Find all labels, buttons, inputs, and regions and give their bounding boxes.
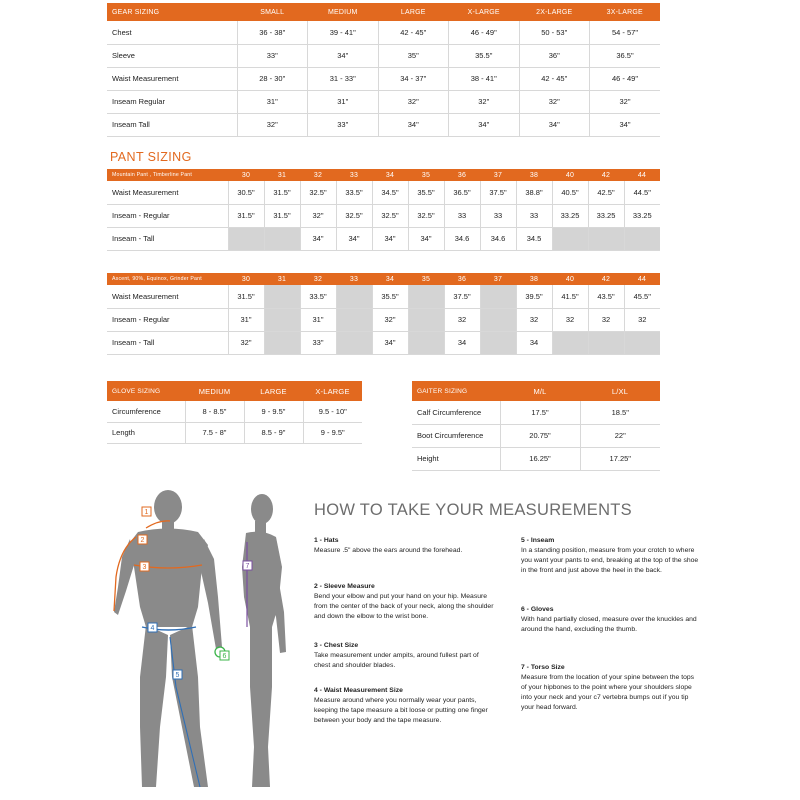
table-cell: 28 - 30": [237, 67, 308, 90]
gear-column-header: X-LARGE: [449, 3, 520, 21]
glove-header-row: [107, 381, 362, 401]
row-label: Height: [412, 447, 500, 470]
table-row: [107, 204, 660, 227]
table-cell: 33": [300, 331, 336, 354]
table-cell: 40.5": [552, 181, 588, 204]
gear-column-header: 2X-LARGE: [519, 3, 590, 21]
marker-4: [148, 623, 157, 632]
gear-column-header: 3X-LARGE: [590, 3, 661, 21]
pant-sizing-table-ascent: [107, 273, 660, 355]
table-cell: 50 - 53": [519, 21, 590, 44]
table-cell: 42 - 45": [519, 67, 590, 90]
instruction-waist: [314, 686, 494, 726]
table-cell: 34": [408, 227, 444, 250]
table-row: [412, 401, 660, 424]
table-row: [107, 401, 362, 422]
instruction-body: In a standing position, measure from your crotch to where you want your pants to end, breaking at the top of the shoe in the front and just above the heel in the back.: [521, 547, 699, 574]
table-cell: 31 - 33": [308, 67, 379, 90]
table-cell: [336, 331, 372, 354]
table-cell: [624, 227, 660, 250]
pant-column-header: 42: [588, 273, 624, 285]
table-cell: [264, 285, 300, 308]
row-label: Length: [107, 422, 185, 443]
instruction-inseam: [521, 536, 701, 576]
table-cell: 34.5": [372, 181, 408, 204]
front-figure-head: [154, 490, 182, 524]
table-cell: 33.5": [336, 181, 372, 204]
table-cell: 32": [300, 204, 336, 227]
marker-1: [142, 507, 151, 516]
instruction-heading: 4 - Waist Measurement Size: [314, 687, 403, 694]
table-cell: 35.5": [372, 285, 408, 308]
table-cell: 38.8": [516, 181, 552, 204]
row-label: Waist Measurement: [107, 181, 228, 204]
table-cell: 46 - 49": [590, 67, 661, 90]
gear-column-header: LARGE: [378, 3, 449, 21]
table-cell: 46 - 49": [449, 21, 520, 44]
table-cell: 32": [237, 113, 308, 136]
table-cell: 41.5": [552, 285, 588, 308]
table-cell: 32: [552, 308, 588, 331]
front-figure-right-arm: [200, 539, 222, 649]
table-cell: 35": [378, 44, 449, 67]
gaiter-sizing-table: [412, 381, 660, 471]
table-cell: 31.5": [228, 285, 264, 308]
table-cell: [264, 308, 300, 331]
table-cell: 44.5": [624, 181, 660, 204]
table-cell: 31": [228, 308, 264, 331]
instruction-heading: 6 - Gloves: [521, 606, 554, 613]
instruction-heading: 1 - Hats: [314, 537, 339, 544]
marker-6-label: 6: [222, 653, 227, 660]
gear-column-header: MEDIUM: [308, 3, 379, 21]
table-cell: 31": [237, 90, 308, 113]
table-cell: 34.6: [444, 227, 480, 250]
gaiter-table-label: GAITER SIZING: [412, 381, 500, 401]
table-cell: 32: [444, 308, 480, 331]
instruction-heading: 3 - Chest Size: [314, 642, 359, 649]
table-row: [107, 331, 660, 354]
table-cell: 36": [519, 44, 590, 67]
table-cell: 31": [308, 90, 379, 113]
instruction-torso: [521, 663, 701, 713]
table-cell: 33: [480, 204, 516, 227]
table-cell: [336, 285, 372, 308]
table-cell: 32": [372, 308, 408, 331]
instruction-hats: [314, 536, 494, 556]
pant-sizing-table-mountain: [107, 169, 660, 251]
table-cell: 34": [372, 331, 408, 354]
table-cell: 34": [372, 227, 408, 250]
marker-2: [138, 535, 147, 544]
pant1-header-row: [107, 169, 660, 181]
instruction-heading: 7 - Torso Size: [521, 664, 565, 671]
row-label: Inseam - Tall: [107, 227, 228, 250]
gear-column-header: SMALL: [237, 3, 308, 21]
table-cell: 7.5 - 8": [185, 422, 244, 443]
glove-column-header: X-LARGE: [303, 381, 362, 401]
pant-sizing-title: PANT SIZING: [110, 150, 192, 164]
table-cell: 32": [519, 90, 590, 113]
pant-column-header: 30: [228, 169, 264, 181]
instruction-body: Measure around where you normally wear your pants, keeping the tape measure a bit loose or putting one finger between your body and the tape measure.: [314, 697, 488, 724]
table-row: [107, 285, 660, 308]
table-cell: [624, 331, 660, 354]
instruction-heading: 5 - Inseam: [521, 537, 555, 544]
table-cell: 37.5": [444, 285, 480, 308]
table-cell: 33: [444, 204, 480, 227]
row-label: Inseam - Tall: [107, 331, 228, 354]
table-cell: 38 - 41": [449, 67, 520, 90]
marker-6: [220, 651, 229, 660]
pant-column-header: 40: [552, 273, 588, 285]
table-row: [107, 113, 660, 136]
gear-table-label: GEAR SIZING: [107, 3, 237, 21]
pant-column-header: 32: [300, 169, 336, 181]
instruction-body: Bend your elbow and put your hand on your hip. Measure from the center of the back of your neck, along the shoulder and down the elbow to the wrist bone.: [314, 593, 494, 620]
pant-column-header: 32: [300, 273, 336, 285]
gear-sizing-table: [107, 3, 660, 137]
front-figure-right-leg: [170, 625, 208, 787]
table-cell: 34: [516, 331, 552, 354]
row-label: Circumference: [107, 401, 185, 422]
table-cell: 35.5": [449, 44, 520, 67]
row-label: Sleeve: [107, 44, 237, 67]
table-cell: 30.5": [228, 181, 264, 204]
table-cell: 32": [378, 90, 449, 113]
table-cell: 8 - 8.5": [185, 401, 244, 422]
glove-sizing-table: [107, 381, 362, 444]
table-row: [412, 424, 660, 447]
side-figure-head: [251, 494, 273, 524]
pant-column-header: 38: [516, 169, 552, 181]
table-cell: 9 - 9.5": [303, 422, 362, 443]
table-cell: 17.25": [580, 447, 660, 470]
pant2-header-row: [107, 273, 660, 285]
table-cell: 34": [590, 113, 661, 136]
table-cell: 9.5 - 10": [303, 401, 362, 422]
table-cell: 34": [378, 113, 449, 136]
table-cell: 32: [516, 308, 552, 331]
row-label: Waist Measurement: [107, 285, 228, 308]
table-cell: 31.5": [228, 204, 264, 227]
table-cell: 31.5": [264, 204, 300, 227]
table-cell: 39 - 41": [308, 21, 379, 44]
table-cell: 43.5": [588, 285, 624, 308]
pant-column-header: 34: [372, 273, 408, 285]
table-cell: [588, 227, 624, 250]
table-row: [107, 227, 660, 250]
instruction-body: With hand partially closed, measure over the knuckles and around the hand, excluding the thumb.: [521, 616, 697, 633]
gaiter-header-row: [412, 381, 660, 401]
table-cell: 34.5: [516, 227, 552, 250]
table-cell: 32: [624, 308, 660, 331]
table-cell: 8.5 - 9": [244, 422, 303, 443]
instruction-gloves: [521, 605, 701, 635]
table-cell: 31.5": [264, 181, 300, 204]
table-cell: [408, 285, 444, 308]
table-cell: 32: [588, 308, 624, 331]
table-cell: [264, 331, 300, 354]
table-cell: 20.75": [500, 424, 580, 447]
table-row: [412, 447, 660, 470]
pant-column-header: 36: [444, 273, 480, 285]
howto-title: HOW TO TAKE YOUR MEASUREMENTS: [314, 501, 632, 519]
pant-column-header: 31: [264, 169, 300, 181]
pant-column-header: 30: [228, 273, 264, 285]
table-cell: 34": [519, 113, 590, 136]
row-label: Inseam Tall: [107, 113, 237, 136]
table-cell: 36 - 38": [237, 21, 308, 44]
table-cell: 32": [228, 331, 264, 354]
table-cell: 42.5": [588, 181, 624, 204]
pant-column-header: 38: [516, 273, 552, 285]
table-row: [107, 44, 660, 67]
table-row: [107, 90, 660, 113]
table-row: [107, 21, 660, 44]
row-label: Waist Measurement: [107, 67, 237, 90]
pant-column-header: 35: [408, 169, 444, 181]
front-figure-left-leg: [140, 625, 168, 787]
table-cell: 9 - 9.5": [244, 401, 303, 422]
side-figure-legs: [250, 625, 272, 787]
pant-column-header: 44: [624, 169, 660, 181]
table-cell: 33.25: [552, 204, 588, 227]
table-cell: 34": [449, 113, 520, 136]
instruction-sleeve: [314, 582, 494, 622]
table-cell: 32.5": [408, 204, 444, 227]
table-cell: [480, 331, 516, 354]
table-cell: [552, 227, 588, 250]
table-cell: 35.5": [408, 181, 444, 204]
pant-column-header: 33: [336, 273, 372, 285]
table-cell: 22": [580, 424, 660, 447]
table-cell: 45.5": [624, 285, 660, 308]
pant-column-header: 33: [336, 169, 372, 181]
instruction-body: Measure .5" above the ears around the forehead.: [314, 547, 463, 554]
table-cell: 17.5": [500, 401, 580, 424]
gaiter-column-header: M/L: [500, 381, 580, 401]
table-cell: 34: [444, 331, 480, 354]
row-label: Chest: [107, 21, 237, 44]
table-cell: 32.5": [372, 204, 408, 227]
table-cell: 54 - 57": [590, 21, 661, 44]
measurement-figures-illustration: [100, 487, 310, 800]
table-cell: 42 - 45": [378, 21, 449, 44]
table-cell: 34": [308, 44, 379, 67]
pant-column-header: 40: [552, 169, 588, 181]
instruction-heading: 2 - Sleeve Measure: [314, 583, 375, 590]
marker-5: [173, 670, 182, 679]
table-cell: 33.25: [624, 204, 660, 227]
table-cell: [336, 308, 372, 331]
glove-column-header: MEDIUM: [185, 381, 244, 401]
table-cell: 31": [300, 308, 336, 331]
table-cell: 37.5": [480, 181, 516, 204]
marker-3-label: 3: [142, 564, 147, 571]
side-figure: [242, 494, 286, 787]
table-cell: 34.6: [480, 227, 516, 250]
marker-4-label: 4: [150, 625, 155, 632]
pant-column-header: 34: [372, 169, 408, 181]
row-label: Boot Circumference: [412, 424, 500, 447]
row-label: Inseam - Regular: [107, 308, 228, 331]
row-label: Inseam Regular: [107, 90, 237, 113]
table-row: [107, 422, 362, 443]
table-cell: [408, 331, 444, 354]
table-cell: 34": [336, 227, 372, 250]
table-cell: [588, 331, 624, 354]
table-cell: [552, 331, 588, 354]
table-cell: 32.5": [336, 204, 372, 227]
table-cell: [480, 308, 516, 331]
marker-5-label: 5: [175, 672, 180, 679]
gear-header-row: [107, 3, 660, 21]
pant-column-header: 35: [408, 273, 444, 285]
pant-column-header: 36: [444, 169, 480, 181]
table-cell: 39.5": [516, 285, 552, 308]
table-cell: 33": [308, 113, 379, 136]
marker-7-label: 7: [245, 563, 250, 570]
row-label: Inseam - Regular: [107, 204, 228, 227]
table-cell: 33.25: [588, 204, 624, 227]
pant-table-label: Ascent, 90%, Equinox, Grinder Pant: [107, 273, 228, 285]
pant-column-header: 44: [624, 273, 660, 285]
table-cell: 18.5": [580, 401, 660, 424]
table-cell: [264, 227, 300, 250]
table-cell: 33: [516, 204, 552, 227]
table-cell: 34": [300, 227, 336, 250]
table-row: [107, 67, 660, 90]
glove-table-label: GLOVE SIZING: [107, 381, 185, 401]
pant-column-header: 37: [480, 273, 516, 285]
table-cell: 32.5": [300, 181, 336, 204]
row-label: Calf Circumference: [412, 401, 500, 424]
table-cell: [408, 308, 444, 331]
table-cell: [228, 227, 264, 250]
pant-column-header: 31: [264, 273, 300, 285]
table-cell: 33.5": [300, 285, 336, 308]
table-row: [107, 308, 660, 331]
glove-column-header: LARGE: [244, 381, 303, 401]
table-cell: 36.5": [444, 181, 480, 204]
marker-3: [140, 562, 149, 571]
table-row: [107, 181, 660, 204]
pant-column-header: 37: [480, 169, 516, 181]
instruction-body: Measure from the location of your spine between the tops of your hipbones to the point where your shoulders slope into your neck and your c7 vertebra bumps out if you tip your head forward.: [521, 674, 695, 711]
table-cell: 32": [590, 90, 661, 113]
table-cell: 33": [237, 44, 308, 67]
table-cell: 36.5": [590, 44, 661, 67]
table-cell: 34 - 37": [378, 67, 449, 90]
instruction-chest: [314, 641, 494, 671]
front-figure: [114, 490, 222, 787]
marker-2-label: 2: [140, 537, 145, 544]
marker-7: [243, 561, 252, 570]
marker-1-label: 1: [144, 509, 149, 516]
pant-table-label: Mountain Pant , Timberline Pant: [107, 169, 228, 181]
table-cell: [480, 285, 516, 308]
gaiter-column-header: L/XL: [580, 381, 660, 401]
table-cell: 16.25": [500, 447, 580, 470]
table-cell: 32": [449, 90, 520, 113]
instruction-body: Take measurement under ampits, around fullest part of chest and shoulder blades.: [314, 652, 479, 669]
pant-column-header: 42: [588, 169, 624, 181]
